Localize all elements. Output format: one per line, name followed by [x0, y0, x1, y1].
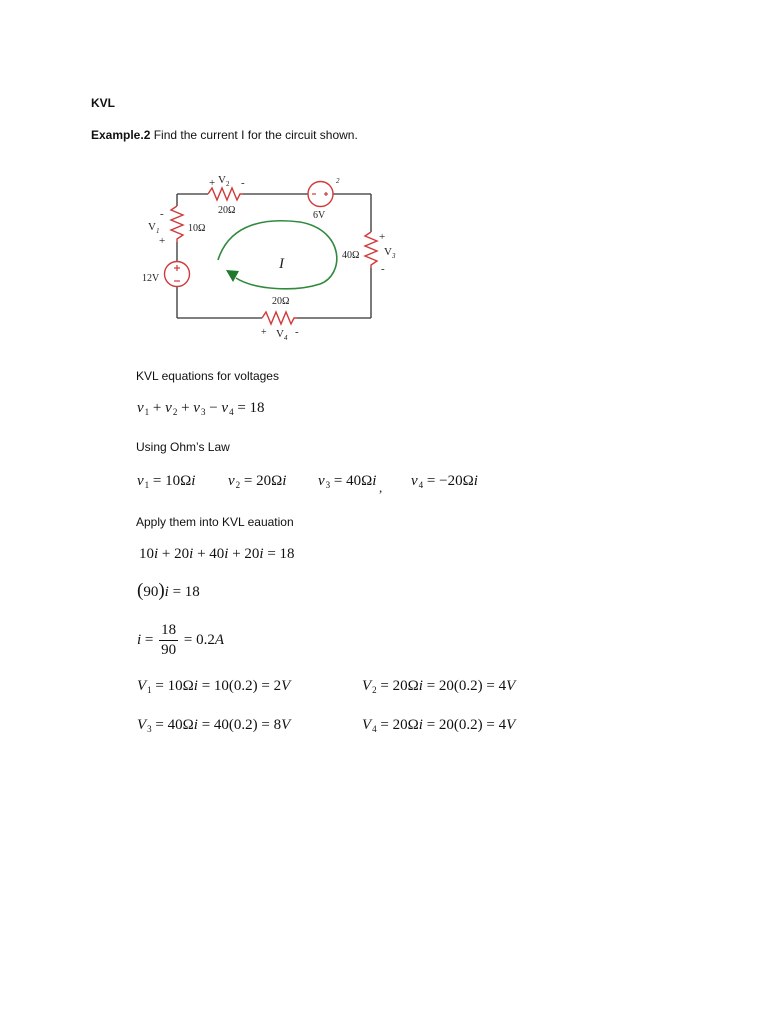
loop-arrowhead-icon: [226, 270, 239, 282]
ohm-equation-v4: $v_4 = -20\Omega i$: [411, 473, 478, 490]
r-bottom-value: 20Ω: [272, 296, 290, 307]
v4-minus-sign: -: [295, 326, 299, 338]
sum-equation: 10i + 20i + 40i + 20i = 18: [139, 546, 295, 562]
result-v3: $V_3 = 40\Omega i = 40(0.2) = 8V$: [137, 717, 291, 734]
circuit-diagram: [130, 168, 410, 348]
v2-label: $V_2$: [218, 174, 230, 188]
v1-label: $V_1$: [148, 221, 160, 235]
resistor-right-40ohm: [365, 232, 377, 268]
ohm-equation-v1: $v_1 = 10\Omega i$: [137, 473, 196, 490]
result-v1: $V_1 = 10\Omega i = 10(0.2) = 2V$: [137, 678, 291, 695]
section-kvl-title: KVL equations for voltages: [136, 369, 279, 383]
v3-plus-sign: +: [379, 231, 386, 243]
r-right-value: 40Ω: [342, 250, 360, 261]
r-left-value: 10Ω: [188, 223, 206, 234]
source-left-value: 12V: [142, 273, 160, 284]
example-text: Find the current I for the circuit shown.: [150, 128, 358, 142]
example-label: Example.2: [91, 128, 151, 142]
v4-label: $V_4$: [276, 328, 288, 342]
voltage-source-12v: [165, 262, 190, 287]
resistor-top-20ohm: [208, 188, 243, 200]
fraction-equation: i = $\frac{18}{90}$ = 0.2A: [137, 622, 225, 658]
resistor-left-10ohm: [171, 206, 183, 242]
kvl-equation: $v_1 + v_2 + v_3 - v_4 = 18$: [137, 400, 265, 417]
result-v2: $V_2 = 20\Omega i = 20(0.2) = 4V$: [362, 678, 516, 695]
v3-minus-sign: -: [381, 263, 385, 275]
example-statement: [91, 128, 358, 142]
section-apply-title: Apply them into KVL eauation: [136, 515, 294, 529]
v1-plus-sign: +: [159, 235, 166, 247]
ohm-separator-comma: ,: [379, 480, 383, 495]
paren-equation: (90)i = 18: [137, 580, 200, 601]
voltage-source-6v: [308, 182, 333, 207]
v2-minus-sign: -: [241, 177, 245, 189]
source-top-value: 6V: [313, 210, 326, 221]
result-v4: $V_4 = 20\Omega i = 20(0.2) = 4V$: [362, 717, 516, 734]
loop-current-arrow: [218, 221, 337, 289]
section-ohm-title: Using Ohm’s Law: [136, 440, 230, 454]
ohm-equation-v2: $v_2 = 20\Omega i$: [228, 473, 287, 490]
resistor-bottom-20ohm: [262, 312, 297, 324]
v4-plus-sign: +: [261, 327, 267, 338]
source-top-mark: 2: [336, 177, 340, 185]
r-top-value: 20Ω: [218, 205, 236, 216]
page-heading: KVL: [91, 96, 115, 110]
v2-plus-sign: +: [209, 177, 216, 189]
v3-label: $V_3$: [384, 246, 396, 260]
ohm-equation-v3: $v_3 = 40\Omega i$: [318, 473, 377, 490]
loop-current-label: I: [279, 256, 284, 272]
fraction: $\frac{18}{90}$: [161, 622, 177, 658]
v1-minus-sign: -: [160, 208, 164, 220]
